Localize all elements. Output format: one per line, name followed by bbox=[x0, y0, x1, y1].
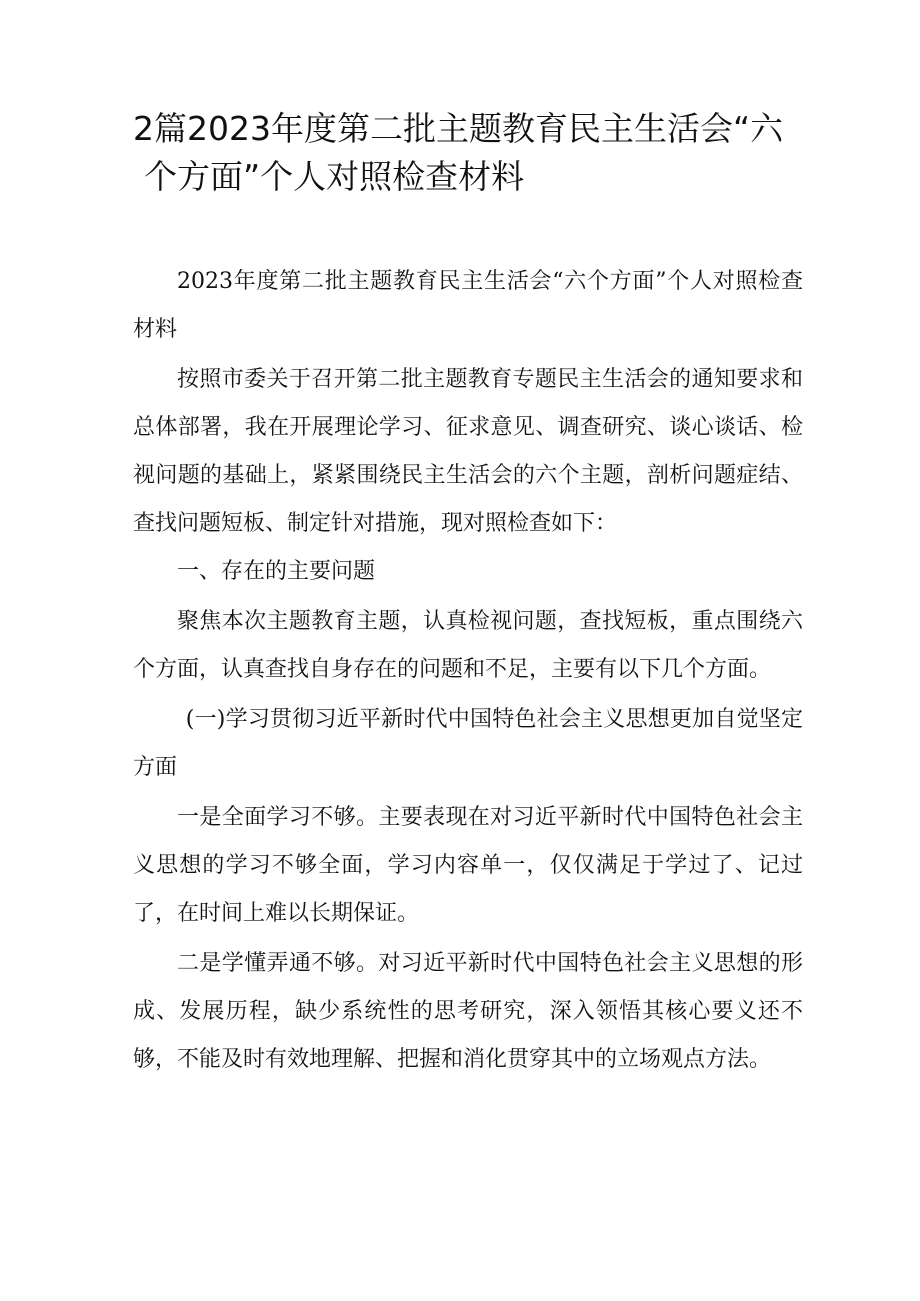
subsection-heading: (一)学习贯彻习近平新时代中国特色社会主义思想更加自觉坚定方面 bbox=[133, 707, 803, 780]
document-title bbox=[133, 105, 813, 201]
section-intro-paragraph: 聚焦本次主题教育主题，认真检视问题，查找短板，重点围绕六个方面，认真查找自身存在的问题和不足，主要有以下几个方面。 bbox=[133, 609, 803, 682]
title-line-2: 个方面”个人对照检查材料 bbox=[144, 157, 525, 196]
subtitle-paragraph: 2023年度第二批主题教育民主生活会“六个方面”个人对照检查材料 bbox=[133, 269, 803, 342]
point-one-paragraph: 一是全面学习不够。主要表现在对习近平新时代中国特色社会主义思想的学习不够全面，学习内容单一，仅仅满足于学过了、记过了，在时间上难以长期保证。 bbox=[133, 805, 803, 926]
point-two-paragraph: 二是学懂弄通不够。对习近平新时代中国特色社会主义思想的形成、发展历程，缺少系统性的思考研究，深入领悟其核心要义还不够，不能及时有效地理解、把握和消化贯穿其中的立场观点方法。 bbox=[133, 951, 803, 1072]
document-body bbox=[133, 258, 803, 1084]
intro-paragraph: 按照市委关于召开第二批主题教育专题民主生活会的通知要求和总体部署，我在开展理论学习、征求意见、调查研究、谈心谈话、检视问题的基础上，紧紧围绕民主生活会的六个主题，剖析问题症结、查找问题短板、制定针对措施，现对照检查如下： bbox=[133, 367, 803, 536]
title-line-1: 2篇2023年度第二批主题教育民主生活会“六 bbox=[133, 109, 784, 148]
section-heading: 一、存在的主要问题 bbox=[177, 559, 376, 584]
